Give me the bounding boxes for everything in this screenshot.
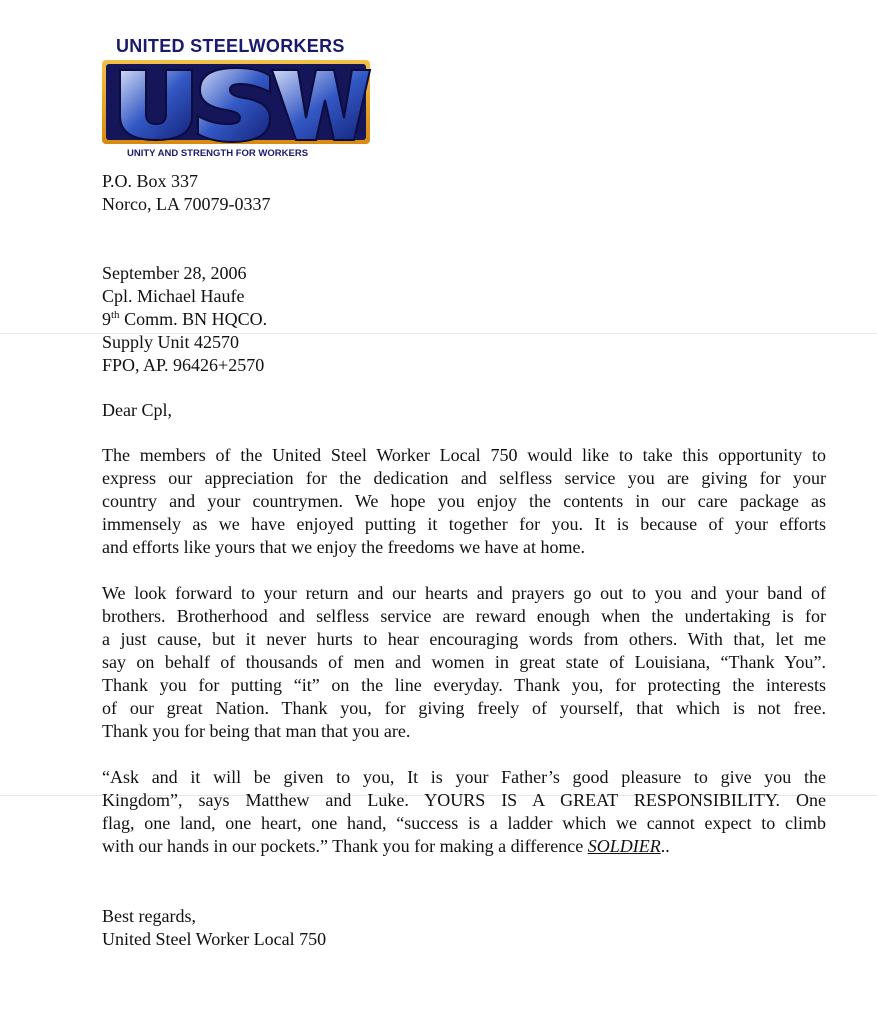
logo-org-name: UNITED STEELWORKERS <box>116 36 345 56</box>
recipient-fpo: FPO, AP. 96426+2570 <box>102 355 265 375</box>
closing-signature: United Steel Worker Local 750 <box>102 929 327 949</box>
paragraph-line: flag, one land, one heart, one hand, “success is a ladder which we cannot expect to climb <box>102 813 826 833</box>
paragraph-1 <box>102 444 826 559</box>
usw-logo-mark <box>100 58 375 148</box>
recipient-supply-unit: Supply Unit 42570 <box>102 332 240 352</box>
paragraph-2 <box>102 582 826 743</box>
paragraph-line: We look forward to your return and our hearts and prayers go out to you and your band of <box>102 583 826 603</box>
logo-trademark: TM <box>354 135 363 141</box>
paragraph-line: with our hands in our pockets.” Thank you for making a difference SOLDIER.. <box>102 836 670 856</box>
paragraph-line: of our great Nation. Thank you, for giving freely of yourself, that which is not free. <box>102 698 826 718</box>
paragraph-line: immensely as we have enjoyed putting it together for you. It is because of your efforts <box>102 514 826 534</box>
paragraph-line: “Ask and it will be given to you, It is your Father’s good pleasure to give you the <box>102 767 826 787</box>
paragraph-line: and efforts like yours that we enjoy the freedoms we have at home. <box>102 537 586 557</box>
salutation: Dear Cpl, <box>102 400 172 420</box>
recipient-unit: 9th Comm. BN HQCO. <box>102 309 268 329</box>
paragraph-line: say on behalf of thousands of men and women in great state of Louisiana, “Thank You”. <box>102 652 826 672</box>
soldier-emphasis: SOLDIER <box>587 836 661 856</box>
paragraph-line: brothers. Brotherhood and selfless service are reward enough when the undertaking is for <box>102 606 826 626</box>
paragraph-line: express our appreciation for the dedication and selfless service you are giving for your <box>102 468 826 488</box>
sender-address-line1: P.O. Box 337 <box>102 171 199 191</box>
paragraph-3 <box>102 766 826 858</box>
logo-tagline: UNITY AND STRENGTH FOR WORKERS <box>127 148 309 159</box>
paragraph-line: country and your countrymen. We hope you enjoy the contents in our care package as <box>102 491 826 511</box>
closing-regards: Best regards, <box>102 906 196 926</box>
sender-address-line2: Norco, LA 70079-0337 <box>102 194 271 214</box>
recipient-name: Cpl. Michael Haufe <box>102 286 245 306</box>
usw-logo <box>100 36 375 164</box>
paragraph-line: a just cause, but it never hurts to hear encouraging words from others. With that, let me <box>102 629 826 649</box>
paragraph-line: Thank you for putting “it” on the line everyday. Thank you, for protecting the interests <box>102 675 826 695</box>
paragraph-line: The members of the United Steel Worker Local 750 would like to take this opportunity to <box>102 445 826 465</box>
paragraph-line: Kingdom”, says Matthew and Luke. YOURS IS A GREAT RESPONSIBILITY. One <box>102 790 826 810</box>
letter-date: September 28, 2006 <box>102 263 247 283</box>
paragraph-line: Thank you for being that man that you are. <box>102 721 411 741</box>
